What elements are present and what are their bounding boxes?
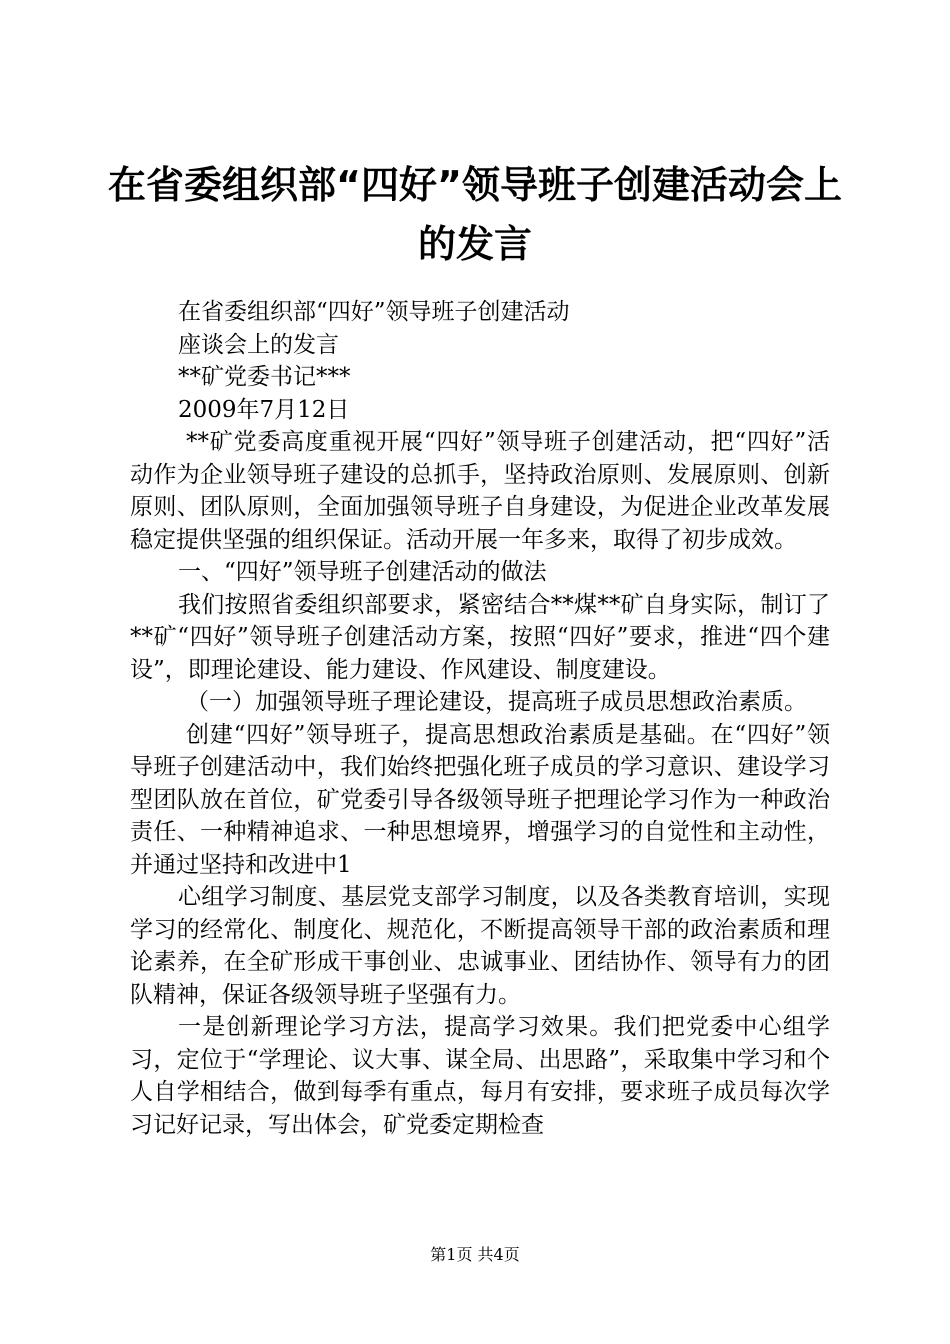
paragraph-study-method: 一是创新理论学习方法，提高学习效果。我们把党委中心组学习，定位于“学理论、议大事、谋全局、出思路”，采取集中学习和个人自学相结合，做到每季有重点，每月有安排，要求班子成员每次学习记好记录，写出体会，矿党委定期检查 [130,1014,830,1138]
paragraph-study-system: 心组学习制度、基层党支部学习制度，以及各类教育培训，实现学习的经常化、制度化、规范化，不断提高领导干部的政治素质和理论素养，在全矿形成干事创业、忠诚事业、团结协作、领导有力的团队精神，保证各级领导班子坚强有力。 [130,884,830,1008]
section-heading-1: 一、“四好”领导班子创建活动的做法 [178,559,547,585]
subsection-heading-1: （一）加强领导班子理论建设，提高班子成员思想政治素质。 [186,689,807,715]
document-title-line-2: 的发言 [417,222,532,266]
subtitle-line-2: 座谈会上的发言 [178,331,339,358]
paragraph-approach: 我们按照省委组织部要求，紧密结合**煤**矿自身实际，制订了**矿“四好”领导班子创建活动方案，按照“四好”要求，推进“四个建设”，即理论建设、能力建设、作风建设、制度建设。 [130,591,830,683]
subtitle-line-1: 在省委组织部“四好”领导班子创建活动 [178,299,570,325]
date-line: 2009年7月12日 [178,396,350,423]
author-line: **矿党委书记*** [178,364,351,390]
document-body [130,296,830,1141]
paragraph-intro: **矿党委高度重视开展“四好”领导班子创建活动，把“四好”活动作为企业领导班子建设的总抓手，坚持政治原则、发展原则、创新原则、团队原则，全面加强领导班子自身建设，为促进企业改革发展稳定提供坚强的组织保证。活动开展一年多来，取得了初步成效。 [130,429,830,553]
document-title-line-1: 在省委组织部“四好”领导班子创建活动会上 [108,163,842,207]
page-footer: 第1页 共4页 [430,1245,520,1264]
paragraph-theory-building: 创建“四好”领导班子，提高思想政治素质是基础。在“四好”领导班子创建活动中，我们始终把强化班子成员的学习意识、建设学习型团队放在首位，矿党委引导各级领导班子把理论学习作为一种政治责任、一种精神追求、一种思想境界，增强学习的自觉性和主动性，并通过坚持和改进中1 [130,721,830,878]
